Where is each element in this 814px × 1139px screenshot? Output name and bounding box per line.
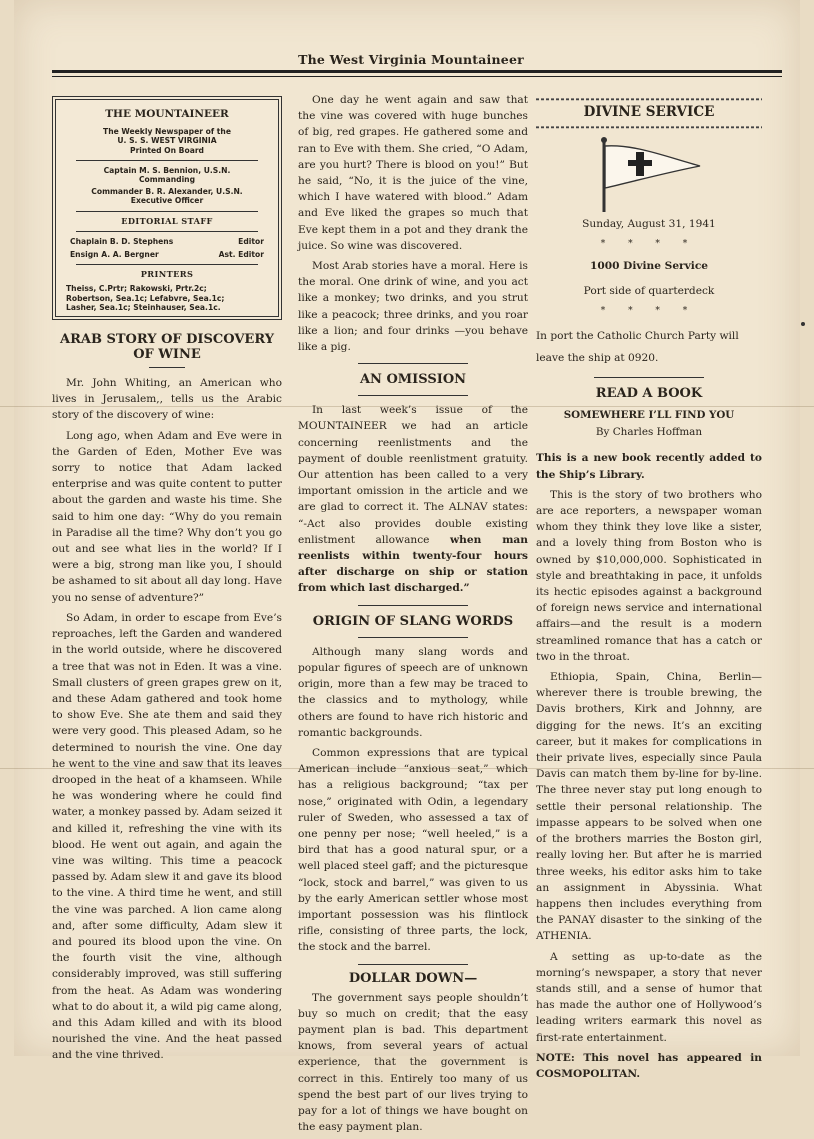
officer-name: Captain M. S. Bennion, U.S.N.: [103, 165, 231, 175]
divider: [358, 363, 468, 364]
article-paragraph: Ethiopia, Spain, China, Berlin—wherever there is trouble brewing, the Davis brothers, Kirk and Johnny, are digging for the news. It’s an exciting career, but it makes for complications in their private lives, especially since Paula Davis can match them by-line for by-line. The three never stay put long enough to settle their personal relationship. The impasse appears to be solved when one of the brothers marries the Boston girl, really loving her. But after he is married three weeks, his editor asks him to take an assignment in Abyssinia. What happens then includes everything from the PANAY disaster to the sinking of the ATHENIA.: [536, 671, 762, 943]
officer: [62, 166, 272, 184]
printers-line: Lasher, Sea.1c; Steinhauser, Sea.1c.: [66, 302, 221, 312]
divider: [358, 605, 468, 606]
article-headline: DIVINE SERVICE: [583, 104, 715, 120]
divider: [76, 211, 258, 212]
column-2: [298, 92, 528, 1139]
book-note: NOTE: This novel has appeared in COSMOPOLITAN.: [536, 1051, 762, 1080]
service-time: 1000 Divine Service: [589, 260, 709, 273]
star-separator: * * * *: [600, 239, 698, 250]
printers-heading: PRINTERS: [140, 269, 194, 280]
officer-role: Commanding: [138, 175, 196, 185]
article-paragraph: The government says people shouldn’t buy so much on credit; that the easy payment plan is bad. This department knows, from several years of actual experience, that the government is correct in this. Entirely too many of us spend the best part of our lives trying to pay for a lot of things we have bought on the easy payment plan.: [298, 991, 528, 1134]
article-headline: ARAB STORY OF DISCOVERY OF WINE: [59, 332, 275, 363]
subtitle-line: U. S. S. WEST VIRGINIA: [117, 136, 217, 146]
article-headline: DOLLAR DOWN—: [348, 970, 478, 986]
staff-name: Ensign A. A. Bergner: [70, 250, 159, 260]
staff-row: [62, 237, 272, 246]
page-title: The West Virginia Mountaineer: [298, 52, 524, 67]
article-headline: READ A BOOK: [595, 386, 703, 402]
staff-row: [62, 250, 272, 259]
officer-role: Executive Officer: [130, 196, 204, 206]
article-headline: AN OMISSION: [359, 372, 467, 388]
divider: [149, 367, 185, 368]
staff-role: Ast. Editor: [218, 250, 264, 260]
book-intro: This is a new book recently added to the Ship’s Library.: [536, 452, 762, 481]
divider: [594, 377, 704, 378]
divider: [76, 160, 258, 161]
divider: [358, 964, 468, 965]
article-paragraph: One day he went again and saw that the vine was covered with huge bunches of big, red grapes. He gathered some and ran to Eve with them. She cried, “O Adam, are you hurt? There is blood on you!” But he said, “No, it is the juice of the vine, which I have watered with blood.” Adam and Eve liked the grapes so much that Eve kept them in a pot and they drank the juice. So wine was discovered.: [298, 94, 528, 252]
article-paragraph: A setting as up-to-date as the morning’s newspaper, a story that never stands still, and a sense of humor that has made the author one of Hollywood’s leading writers earmark this novel as first-rate entertainment.: [536, 950, 762, 1044]
divider: [76, 264, 258, 265]
church-pennant-icon: [594, 136, 704, 212]
article-paragraph: Most Arab stories have a moral. Here is the moral. One drink of wine, and you act like a monkey; two drinks, and you strut like a peacock; three drinks, and you roar like a lion; and four drinks —you behave like a pig.: [298, 260, 528, 354]
paragraph-text: In last week’s issue of the MOUNTAINEER we had an article concerning reenlistments and the payment of double reenlistment gratuity. Our attention has been called to a very important omission in the article and we are glad to correct it. The ALNAV states: “-Act also provides double existing enlistment allowance: [298, 404, 528, 546]
article-headline: ORIGIN OF SLANG WORDS: [312, 613, 514, 629]
column-1: [52, 96, 282, 1068]
wavy-rule: [536, 124, 762, 130]
punch-hole: [801, 322, 805, 326]
printers-list: [62, 284, 272, 312]
masthead-box: [52, 96, 282, 320]
article-paragraph: So Adam, in order to escape from Eve’s reproaches, left the Garden and wandered in the world outside, where he discovered a tree that was not in Eden. It was a vine. Small clusters of green grapes grew on it, and these Adam gathered and took home to show Eve. She ate them and said they were very good. This pleased Adam, so he determined to nourish the vine. One day he went to the vine and saw that its leaves drooped in the heat of a khamseen. While he was wondering where he could find water, a monkey passed by. Adam seized it and killed it, refreshing the vine with its blood. He went out again, and again the vine was wilting. This time a peacock passed by. Adam slew it and gave its blood to the vine. A third time he went, and still the vine was parched. A lion came along and, after some difficulty, Adam slew it and poured its blood upon the vine. On the fourth visit the vine, although considerably improved, was still suffering from the heat. As Adam was wondering what to do about it, a wild pig came along, and this Adam killed and with its blood nourished the vine. And the heat passed and the vine thrived.: [52, 611, 282, 1062]
staff-heading: EDITORIAL STAFF: [121, 215, 213, 226]
divider: [76, 231, 258, 232]
paragraph-bold-text: when man reenlists within twenty-four hours after discharge on ship or station from which last discharged.”: [298, 533, 528, 595]
article-paragraph: [298, 402, 528, 596]
article-paragraph: Mr. John Whiting, an American who lives in Jerusalem,, tells us the Arabic story of the discovery of wine:: [52, 377, 282, 422]
staff-name: Chaplain B. D. Stephens: [70, 236, 174, 246]
subtitle-line: Printed On Board: [130, 145, 204, 155]
staff-role: Editor: [238, 236, 264, 246]
officer: [62, 187, 272, 205]
article-paragraph: Common expressions that are typical American include “anxious seat,” which has a religious background; “tax per nose,” originated with Odin, a legendary ruler of Sweden, who assessed a tax of one penny per nose; “well heeled,” is a bird that has a good natural spur, or a well placed steel gaff; and the picturesque “lock, stock and barrel,” was given to us by the early American settler whose most important possession was his flintlock rifle, consisting of three parts, the lock, the stock and the barrel.: [298, 746, 528, 954]
book-title: SOMEWHERE I’LL FIND YOU: [563, 409, 735, 422]
article-paragraph: Although many slang words and popular figures of speech are of unknown origin, more than a few may be traced to the classics and to mythology, while others are found to have rich historic and romantic backgrounds.: [298, 645, 528, 739]
service-note: In port the Catholic Church Party will leave the ship at 0920.: [536, 330, 739, 365]
wavy-rule: [536, 96, 762, 102]
masthead-box-subtitle: [62, 127, 272, 155]
column-3: [536, 96, 762, 1086]
masthead-box-title: THE MOUNTAINEER: [105, 108, 229, 120]
service-date: Sunday, August 31, 1941: [582, 218, 716, 230]
divider: [358, 637, 468, 638]
divider: [358, 395, 468, 396]
article-paragraph: This is the story of two brothers who are ace reporters, a newspaper woman whom they think they love like a sister, and a lovely thing from Boston who is owned by $10,000,000. Sophisticated in style and breathtaking in pace, it unfolds its hectic episodes against a background of foreign news service and international affairs—and the result is a modern streamlined romance that has a catch or two in the throat.: [536, 488, 762, 663]
service-location: Port side of quarterdeck: [583, 284, 715, 297]
book-byline: By Charles Hoffman: [595, 426, 703, 439]
masthead-rule: [52, 70, 782, 73]
officer-name: Commander B. R. Alexander, U.S.N.: [91, 187, 243, 197]
masthead-rule: [52, 76, 782, 77]
article-paragraph: Long ago, when Adam and Eve were in the Garden of Eden, Mother Eve was sorry to notice that Adam lacked enterprise and was quite content to putter about the garden and waste his time. She said to him one day: “Why do you remain in Paradise all the time? Why don’t you go out and see what lies in the world? If I were a big, strong man like you, I should be ashamed to sit about all day long. Have you no sense of adventure?”: [52, 429, 282, 604]
star-separator: * * * *: [600, 305, 698, 316]
printers-line: Robertson, Sea.1c; Lefabvre, Sea.1c;: [66, 293, 225, 303]
subtitle-line: The Weekly Newspaper of the: [103, 127, 231, 137]
printers-line: Theiss, C.Prtr; Rakowski, Prtr.2c;: [66, 284, 207, 294]
